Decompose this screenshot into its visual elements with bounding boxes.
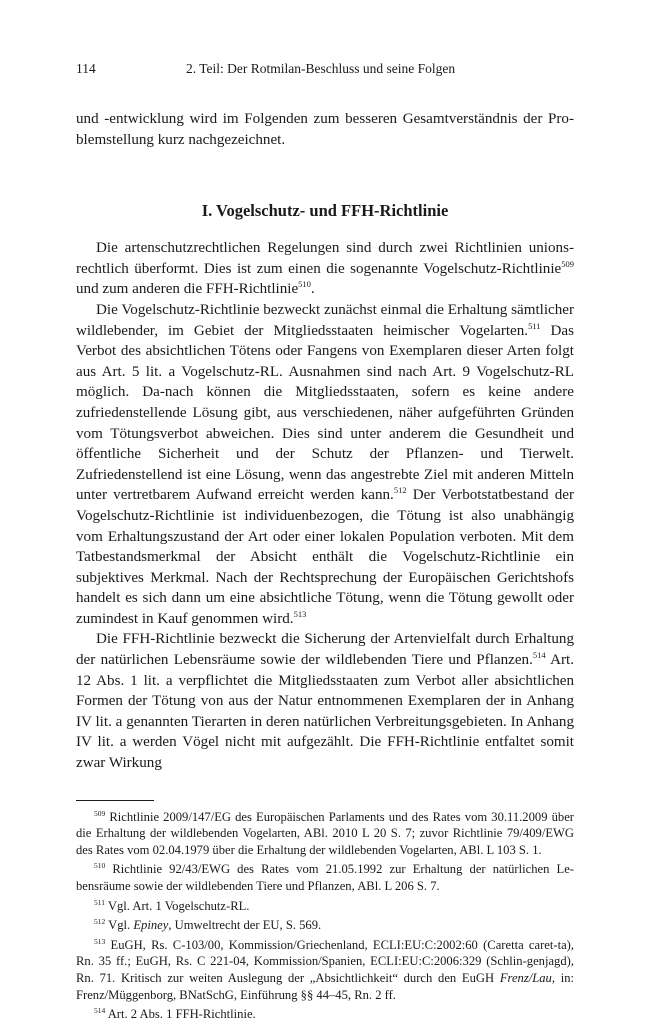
- footnote-text: Richtlinie 2009/147/EG des Europäischen Parlaments und des Rates vom 30.11.2009 über die Erhaltung der wildlebenden Vogelarten, ABl. 2010 L 20 S. 7; zuvor Richtlinie 79/409/EWG des Rates vom 02.04.1979 über die Erhaltung der wildlebenden Vogelarten, ABl. L 103 S. 1.: [76, 809, 574, 857]
- footnote-number: 514: [94, 1006, 106, 1016]
- footnote-divider: [76, 800, 154, 801]
- text-run: Die FFH-Richtlinie bezweckt die Sicherung der Artenvielfalt durch Erhaltung der natürlichen Lebensräume sowie der wildlebenden Tiere und Pflanzen.: [76, 631, 574, 669]
- footnote-number: 512: [94, 917, 106, 927]
- footnote-text: , in: Frenz/Müggenborg, BNatSchG, Einführung §§ 44–45, Rn. 2 ff.: [76, 970, 575, 1002]
- text-run: .: [310, 281, 315, 298]
- footnote-number: 511: [94, 897, 105, 907]
- footnote-text: Richtlinie 92/43/EWG des Rates vom 21.05.1992 zur Erhaltung der natürlichen Le-bensräume sowie der wildlebenden Tiere und Pflanzen, ABl. L 206 S. 7.: [76, 862, 574, 893]
- footnote-author: Epiney: [133, 918, 169, 933]
- document-page: [76, 60, 574, 1023]
- intro-paragraph: und -entwicklung wird im Folgenden zum besseren Gesamtverständnis der Pro-blemstellung kurz nachgezeichnet.: [76, 111, 574, 148]
- text-run: Die artenschutzrechtlichen Regelungen sind durch zwei Richtlinien unions-rechtlich überformt. Dies ist zum einen die sogenannte Vogelschutz-Richtlinie: [76, 240, 574, 277]
- footnote-ref-513[interactable]: 513: [293, 608, 307, 619]
- paragraph-1: [76, 238, 574, 300]
- section-heading: I. Vogelschutz- und FFH-Richtlinie: [201, 201, 449, 221]
- body-text: [76, 109, 574, 774]
- page-number: 114: [76, 61, 96, 76]
- footnote-ref-514[interactable]: 514: [532, 650, 546, 661]
- text-run: Art. 12 Abs. 1 lit. a verpflichtet die Mitgliedsstaaten zum Verbot aller absichtlichen Formen der Tötung von aus der Natur entnommenen Exemplaren der in Anhang IV lit. a genannten Tierarten in deren natürlichen Verbreitungsgebieten. In Anhang IV lit. a werden Vögel nicht mit aufgezählt. Die FFH-Richtlinie entfaltet somit zwar Wirkung: [76, 652, 574, 772]
- text-run: Der Verbotstatbestand der Vogelschutz-Richtlinie ist individuenbezogen, die Tötung ist also unabhängig vom Erhaltungszustand der Art oder einer lokalen Population verboten. Mit dem Tatbestandsmerkmal der Absicht enthält die Vogelschutz-Richtlinie ein subjektives Merkmal. Nach der Rechtsprechung der Europäischen Gerichtshofs handelt es sich dann um eine absichtliche Tötung, wenn die Tötung gewollt oder zumindest in Kauf genommen wird.: [76, 487, 574, 627]
- footnote-text: Art. 2 Abs. 1 FFH-Richtlinie.: [105, 1007, 256, 1022]
- footnote-514: [76, 1006, 574, 1023]
- footnote-ref-512[interactable]: 512: [393, 485, 407, 496]
- footnote-ref-509[interactable]: 509: [561, 258, 574, 269]
- footnote-ref-510[interactable]: 510: [298, 279, 311, 290]
- footnote-author: Frenz/Lau: [499, 970, 552, 985]
- footnote-number: 509: [94, 808, 106, 818]
- footnote-text: EuGH, Rs. C-103/00, Kommission/Griechenland, ECLI:EU:C:2002:60 (Caretta caret-ta), Rn. 35 ff.; EuGH, Rs. C 221-04, Kommission/Spanien, ECLI:EU:C:2006:329 (Schlin-genjagd), Rn. 71. Kritisch zur weiten Auslegung der „Absichtlichkeit“ durch den EuGH: [76, 937, 574, 985]
- footnote-512: [76, 917, 574, 934]
- footnote-509: [76, 809, 574, 859]
- paragraph-3: [76, 629, 574, 773]
- footnote-number: 513: [94, 936, 106, 946]
- text-run: Das Verbot des absichtlichen Tötens oder Fangens von Exemplaren dieser Arten folgt aus Art. 5 lit. a Vogelschutz-RL. Ausnahmen sind nach Art. 9 Vogelschutz-RL möglich. Da-nach können die Mitgliedsstaaten, sofern es keine andere zufriedenstellende Lösung gibt, aus verschiedenen, näher aufgeführten Gründen vom Tötungsverbot abweichen. Dies sind unter anderem die Gesundheit und öffentliche Sicherheit und der Schutz der Pflanzen- und Tierwelt. Zufriedenstellend ist eine Lösung, wenn das angestrebte Ziel mit anderen Mitteln unter vertretbarem Aufwand erreicht werden kann.: [76, 322, 575, 504]
- text-run: und zum anderen die FFH-Richtlinie: [76, 281, 299, 298]
- footnote-text: Vgl.: [105, 918, 134, 933]
- running-title: 2. Teil: Der Rotmilan-Beschluss und seine Folgen: [186, 61, 456, 76]
- footnotes: [76, 809, 574, 1023]
- footnote-ref-511[interactable]: 511: [528, 320, 541, 331]
- text-run: Die Vogelschutz-Richtlinie bezweckt zunächst einmal die Erhaltung sämtlicher wildlebender, im Gebiet der Mitgliedsstaaten heimischer Vogelarten.: [76, 301, 574, 339]
- footnote-511: [76, 898, 574, 915]
- paragraph-2: [76, 300, 574, 630]
- footnote-513: [76, 937, 574, 1003]
- footnote-number: 510: [94, 861, 106, 871]
- footnote-510: [76, 861, 574, 894]
- running-header: [76, 60, 574, 78]
- footnote-text: Vgl. Art. 1 Vogelschutz-RL.: [104, 898, 250, 913]
- footnote-text: , Umweltrecht der EU, S. 569.: [168, 918, 322, 933]
